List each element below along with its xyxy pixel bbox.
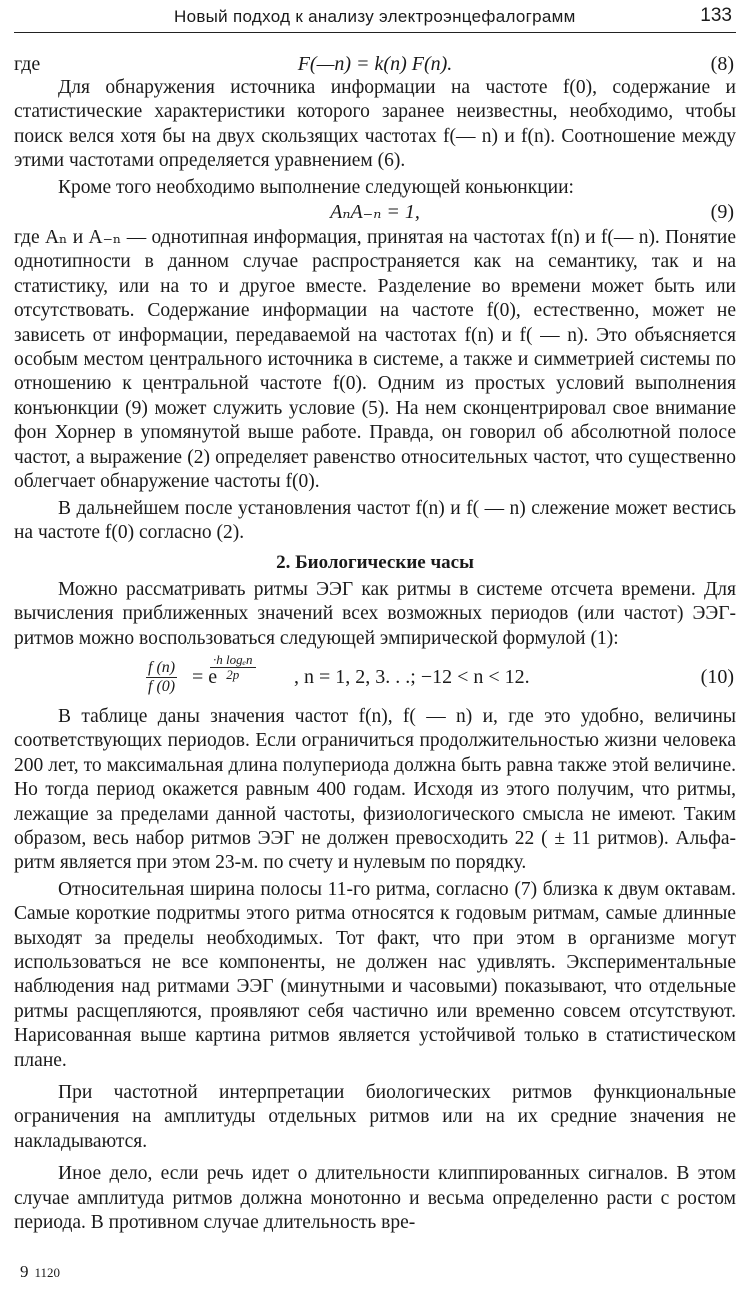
formula-10-tail: , n = 1, 2, 3. . .; −12 < n < 12. (294, 665, 530, 688)
signature-mark: 9 (20, 1262, 29, 1281)
formula-9 (14, 200, 736, 226)
paragraph-5: Можно рассматривать ритмы ЭЭГ как ритмы в системе отсчета времени. Для вычисления приближенных значений всех возможных периодов (или частот) ЭЭГ-ритмов можно воспользоваться следующей эмпирической формулой (1): (14, 578, 736, 649)
formula-10-equals-e: = e (192, 665, 218, 688)
running-title: Новый подход к анализу электроэнцефалограмм (174, 7, 576, 26)
where-label: где (14, 53, 41, 75)
print-code: 1120 (34, 1265, 61, 1280)
paragraph-9: Иное дело, если речь идет о длительности клиппированных сигналов. В этом случае амплитуда ритмов должна монотонно и весьма определенно расти с ростом периода. В противном случае длительность вре- (14, 1163, 736, 1234)
running-header (14, 4, 736, 33)
formula-10 (14, 653, 736, 705)
section-heading: 2. Биологические часы (276, 552, 474, 574)
formula-10-denominator: f (0) (148, 677, 176, 695)
paragraph-8: При частотной интерпретации биологических ритмов функциональные ограничения на амплитуды отдельных ритмов или на их средние значения не накладываются. (14, 1082, 736, 1152)
paragraph-7: Относительная ширина полосы 11-го ритма, согласно (7) близка к двум октавам. Самые короткие подритмы этого ритма относятся к годовым ритмам, самые длинные выходят за пределы необходимых. Тот факт, что при этом в организме могут использоваться не все компоненты, не должен нас удивлять. Экспериментальные наблюдения над ритмами ЭЭГ (минутными и часовыми) показывают, что отдельные ритмы расщепляются, проявляют себя частично или временно совсем отсутствуют. Нарисованная выше картина ритмов является устойчивой только в статистическом плане. (14, 878, 736, 1071)
formula-10-fraction (146, 659, 177, 696)
formula-10-numerator: f (n) (148, 658, 176, 676)
paragraph-1: Для обнаружения источника информации на частоте f(0), содержание и статистические характеристики которого заранее неизвестны, необходимо, чтобы поиск велся хотя бы на двух скользящих частотах f(— n) и f(n). Соотношение между этими частотами определяется уравнением (6). (14, 77, 736, 172)
page-footer (20, 1262, 60, 1282)
paragraph-3: где Aₙ и A₋ₙ — однотипная информация, принятая на частотах f(n) и f(— n). Понятие однотипности в данном случае распространяется как на семантику, так и на статистику, или на то и другое вместе. Разделение во времени может быть или отсутствовать. Содержание информации на частоте f(0), естественно, может не зависеть от информации, передаваемой на частотах f(n) и f( — n). Это объясняется особым местом центрального источника в системе, а также и симметрией системы по отношению к центральной частоте f(0). Одним из простых условий выполнения конъюнкции (9) может служить условие (5). На нем сконцентрировал свое внимание фон Хорнер в упомянутой выше работе. Правда, он говорил об абсолютной полосе частот, а выражение (2) определяет равенство относительных частот, что существенно облегчает обнаружение частоты f(0). (14, 227, 736, 493)
formula-10-exponent-denominator: 2p (226, 666, 240, 682)
formula-10-exponent-numerator: ·h logₑn (210, 653, 256, 668)
formula-10-number: (10) (700, 665, 734, 688)
page-number: 133 (700, 5, 732, 26)
formula-9-expression: AₙA₋ₙ = 1, (330, 201, 420, 224)
formula-8 (14, 52, 736, 76)
body-text (14, 52, 736, 1235)
paragraph-6: В таблице даны значения частот f(n), f( — n) и, где это удобно, величины соответствующих периодов. Если ограничиться продолжительностью жизни человека 200 лет, то максимальная длина полупериода должна быть равна также этой величине. Но тогда период окажется равным 400 годам. Исходя из этого получим, что ритмы, лежащие за пределами данной частоты, физиологического смысла не имеют. Таким образом, весь набор ритмов ЭЭГ не должен превосходить 22 ( ± 11 ритмов). Альфа-ритм является при этом 23-м. по счету и нулевым по порядку. (14, 705, 736, 874)
formula-9-number: (9) (710, 201, 734, 224)
formula-8-number: (8) (710, 53, 734, 75)
paragraph-2: Кроме того необходимо выполнение следующей коньюнкции: (58, 176, 574, 198)
paragraph-4: В дальнейшем после установления частот f(n) и f( — n) слежение может вестись на частоте f(0) согласно (2). (14, 497, 736, 543)
formula-10-exponent (210, 653, 256, 682)
formula-8-expression: F(—n) = k(n) F(n). (297, 53, 453, 75)
